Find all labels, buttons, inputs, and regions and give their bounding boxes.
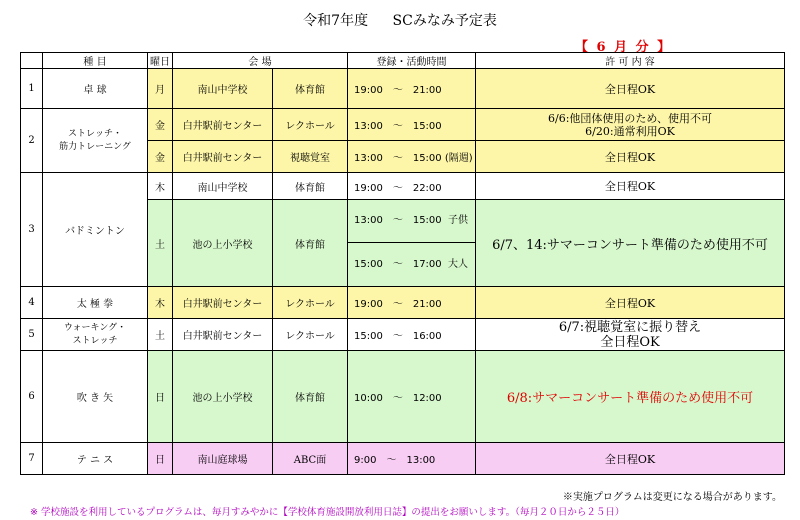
day-cell: 月: [148, 69, 173, 109]
change-note: ※実施プログラムは変更になる場合があります。: [562, 492, 782, 503]
table-row: [21, 443, 785, 475]
permit-cell: 6/7、14:サマーコンサート準備のため使用不可: [476, 200, 785, 287]
header-permit: 許 可 内 容: [476, 53, 785, 69]
row-number: 6: [21, 351, 43, 443]
day-cell: 日: [148, 443, 173, 475]
header-sport: 種 目: [43, 53, 148, 69]
time-cell: 19:00 〜 22:00: [348, 173, 476, 200]
title-name: SCみなみ予定表: [392, 13, 497, 29]
permit-cell: 全日程OK: [476, 173, 785, 200]
row-number: 2: [21, 109, 43, 173]
table-row: [21, 69, 785, 109]
permit-cell: 6/6:他団体使用のため、使用不可 6/20:通常利用OK: [476, 109, 785, 141]
room-cell: 体育館: [273, 351, 348, 443]
row-number: 4: [21, 287, 43, 319]
sport-name: 吹 き 矢: [43, 351, 148, 443]
sport-name: ストレッチ・ 筋力トレーニング: [43, 109, 148, 173]
permit-cell: 6/8:サマーコンサート準備のため使用不可: [476, 351, 785, 443]
time-cell: 19:00 〜 21:00: [348, 69, 476, 109]
permit-cell: 全日程OK: [476, 141, 785, 173]
day-cell: 金: [148, 141, 173, 173]
venue-cell: 池の上小学校: [173, 351, 273, 443]
room-cell: レクホール: [273, 319, 348, 351]
sport-name: テ ニ ス: [43, 443, 148, 475]
header-day: 曜日: [148, 53, 173, 69]
venue-cell: 南山庭球場: [173, 443, 273, 475]
permit-cell: 6/7:視聴覚室に振り替え 全日程OK: [476, 319, 785, 351]
room-cell: 体育館: [273, 200, 348, 287]
header-row: [21, 53, 785, 69]
table-row: [21, 287, 785, 319]
title-year: 令和7年度: [303, 13, 369, 29]
page-title: [0, 10, 800, 30]
venue-cell: 池の上小学校: [173, 200, 273, 287]
sport-name: ウォーキング・ ストレッチ: [43, 319, 148, 351]
time-cell: 10:00 〜 12:00: [348, 351, 476, 443]
permit-cell: 全日程OK: [476, 287, 785, 319]
day-cell: 木: [148, 173, 173, 200]
time-cell: 9:00 〜 13:00: [348, 443, 476, 475]
time-cell: 19:00 〜 21:00: [348, 287, 476, 319]
row-number: 3: [21, 173, 43, 287]
venue-cell: 白井駅前センター: [173, 109, 273, 141]
room-cell: 視聴覚室: [273, 141, 348, 173]
row-number: 7: [21, 443, 43, 475]
venue-cell: 南山中学校: [173, 173, 273, 200]
header-no: [21, 53, 43, 69]
day-cell: 土: [148, 200, 173, 287]
venue-cell: 白井駅前センター: [173, 319, 273, 351]
permit-cell: 全日程OK: [476, 443, 785, 475]
venue-cell: 白井駅前センター: [173, 141, 273, 173]
room-cell: 体育館: [273, 173, 348, 200]
sport-name: 卓 球: [43, 69, 148, 109]
month-label: 【 6 月 分 】: [575, 40, 673, 55]
venue-cell: 白井駅前センター: [173, 287, 273, 319]
room-cell: 体育館: [273, 69, 348, 109]
header-time: 登録・活動時間: [348, 53, 476, 69]
row-number: 5: [21, 319, 43, 351]
sport-name: 太 極 拳: [43, 287, 148, 319]
table-row: [21, 109, 785, 141]
day-cell: 金: [148, 109, 173, 141]
room-cell: ABC面: [273, 443, 348, 475]
day-cell: 土: [148, 319, 173, 351]
room-cell: レクホール: [273, 287, 348, 319]
schedule-table: [20, 52, 785, 475]
venue-cell: 南山中学校: [173, 69, 273, 109]
table-row: [21, 319, 785, 351]
submission-note: ※ 学校施設を利用しているプログラムは、毎月すみやかに【学校体育施設開放利用日誌】の提出をお願いします。（毎月２０日から２５日）: [30, 507, 625, 518]
day-cell: 木: [148, 287, 173, 319]
table-row: [21, 351, 785, 443]
permit-cell: 全日程OK: [476, 69, 785, 109]
header-venue: 会 場: [173, 53, 348, 69]
row-number: 1: [21, 69, 43, 109]
time-cell: 13:00 〜 15:00 (隔週): [348, 141, 476, 173]
sport-name: バドミントン: [43, 173, 148, 287]
time-cell: 13:00 〜 15:00 子供 15:00 〜 17:00 大人: [348, 200, 476, 287]
day-cell: 日: [148, 351, 173, 443]
room-cell: レクホール: [273, 109, 348, 141]
time-cell: 13:00 〜 15:00: [348, 109, 476, 141]
time-cell: 15:00 〜 16:00: [348, 319, 476, 351]
table-row: [21, 173, 785, 200]
